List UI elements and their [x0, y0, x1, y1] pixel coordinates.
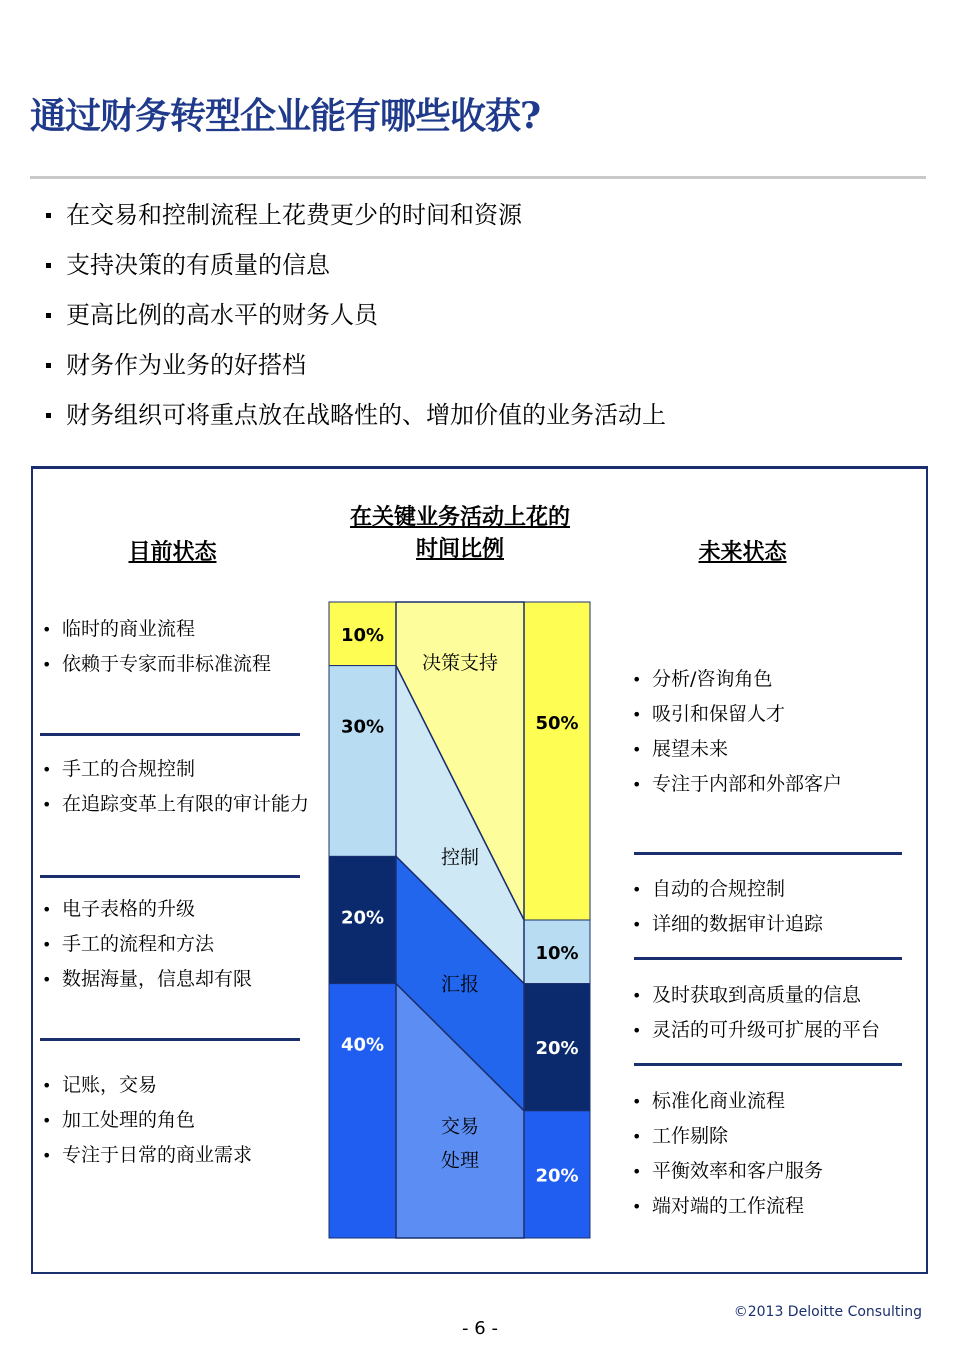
page-title: 通过财务转型企业能有哪些收获?: [30, 95, 541, 137]
bar-future-series-1: [524, 602, 590, 920]
benefit-item: 财务作为业务的好搭档: [44, 340, 666, 390]
list-item: • 标准化商业流程: [630, 1084, 823, 1119]
list-item: • 专注于内部和外部客户: [630, 767, 842, 802]
label-current-series-4: 40%: [340, 1034, 385, 1056]
list-item: • 记账，交易: [40, 1068, 252, 1103]
list-item: • 自动的合规控制: [630, 872, 823, 907]
label-current-series-2: 30%: [340, 716, 385, 738]
list-item: • 详细的数据审计追踪: [630, 907, 823, 942]
series-name-series-4: 交易: [440, 1115, 480, 1138]
benefit-item: 在交易和控制流程上花费更少的时间和资源: [44, 190, 666, 240]
label-future-series-3: 20%: [535, 1038, 579, 1060]
copyright: ©2013 Deloitte Consulting: [733, 1304, 922, 1320]
series-name-series-1: 决策支持: [421, 652, 499, 674]
list-item: • 手工的流程和方法: [40, 927, 252, 962]
label-current-series-1: 10%: [340, 624, 385, 646]
list-item: • 工作剔除: [630, 1119, 823, 1154]
page-number: - 6 -: [462, 1318, 498, 1339]
label-current-series-3: 20%: [340, 907, 385, 929]
time-ratio-heading-line1: 在关键业务活动上花的: [350, 505, 571, 530]
benefit-item: 财务组织可将重点放在战略性的、增加价值的业务活动上: [44, 390, 666, 440]
bar-current-series-2: [329, 666, 396, 857]
future-state-heading: 未来状态: [698, 540, 787, 565]
list-item: • 依赖于专家而非标准流程: [40, 647, 271, 682]
list-item: • 展望未来: [630, 732, 842, 767]
list-item: • 及时获取到高质量的信息: [630, 978, 880, 1013]
list-item: • 在追踪变革上有限的审计能力: [40, 787, 309, 822]
list-item: • 吸引和保留人才: [630, 697, 842, 732]
list-item: • 分析/咨询角色: [630, 662, 842, 697]
time-ratio-heading-line2: 时间比例: [415, 537, 504, 562]
list-item: • 手工的合规控制: [40, 752, 309, 787]
list-item: • 端对端的工作流程: [630, 1189, 823, 1224]
label-future-series-1: 50%: [535, 713, 579, 734]
list-item: • 电子表格的升级: [40, 892, 252, 927]
list-item: • 平衡效率和客户服务: [630, 1154, 823, 1189]
current-state-heading: 目前状态: [128, 540, 217, 565]
list-item: • 加工处理的角色: [40, 1103, 252, 1138]
series-name-series-2: 控制: [440, 846, 480, 869]
list-item: • 临时的商业流程: [40, 612, 271, 647]
benefit-item: 更高比例的高水平的财务人员: [44, 290, 666, 340]
bar-current-series-4: [329, 984, 396, 1238]
series-name-series-3: 汇报: [440, 973, 480, 996]
benefit-item: 支持决策的有质量的信息: [44, 240, 666, 290]
list-item: • 灵活的可升级可扩展的平台: [630, 1013, 880, 1048]
list-item: • 专注于日常的商业需求: [40, 1138, 252, 1173]
list-item: • 数据海量，信息却有限: [40, 962, 252, 997]
label-future-series-2: 10%: [535, 942, 579, 964]
label-future-series-4: 20%: [535, 1165, 579, 1187]
series-name-series-4: 处理: [440, 1149, 480, 1172]
